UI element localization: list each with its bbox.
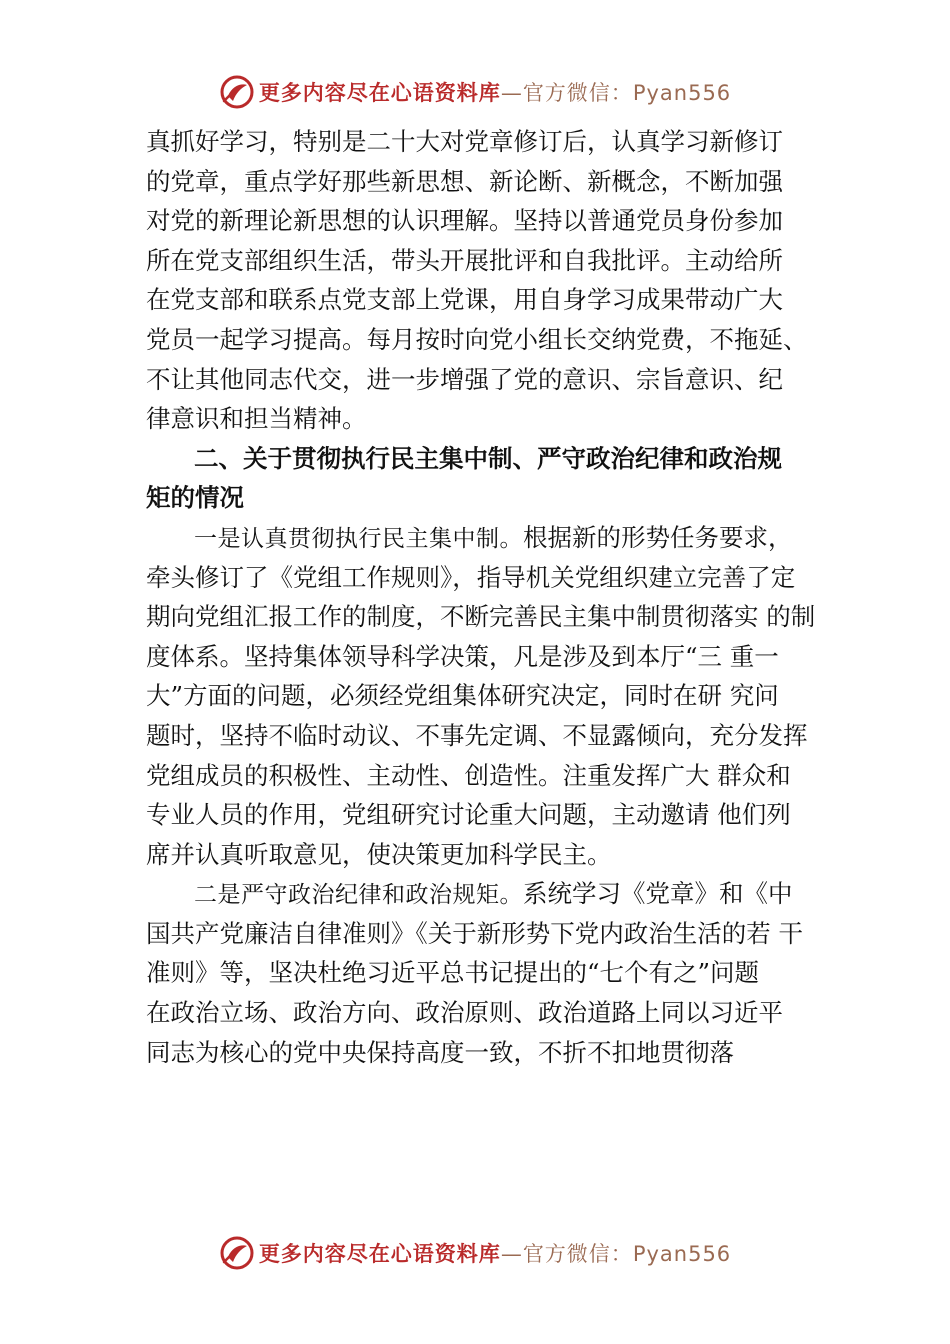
footer-watermark-banner xyxy=(0,1233,950,1273)
text-line: 对党的新理论新思想的认识理解。坚持以普通党员身份参加 xyxy=(146,206,783,236)
text-line: 度体系。坚持集体领导科学决策，凡是涉及到本厅“三 重一 xyxy=(146,641,779,671)
heading-line: 矩的情况 xyxy=(146,483,244,513)
text-line: 不让其他同志代交，进一步增强了党的意识、宗旨意识、纪 xyxy=(146,364,783,394)
banner-separator: — xyxy=(500,1242,523,1266)
text-line xyxy=(146,874,836,914)
banner-wechat-id: Pyan556 xyxy=(632,1242,732,1266)
text-line: 国共产党廉洁自律准则》《关于新形势下党内政治生活的若 干 xyxy=(146,918,804,948)
text-line: 真抓好学习，特别是二十大对党章修订后，认真学习新修订 xyxy=(146,127,783,156)
banner-text xyxy=(259,77,731,107)
text-line: 的党章，重点学好那些新思想、新论断、新概念，不断加强 xyxy=(146,166,783,196)
banner-text xyxy=(259,1238,731,1268)
banner-main-text: 更多内容尽在心语资料库 xyxy=(258,81,501,105)
banner-label: 官方微信： xyxy=(522,1242,633,1266)
header-watermark-banner xyxy=(0,72,950,112)
text-line: 律意识和担当精神。 xyxy=(146,404,367,434)
section-heading xyxy=(146,439,836,518)
logo-icon xyxy=(219,1235,255,1271)
text-line: 准则》等，坚决杜绝习近平总书记提出的“七个有之”问题 xyxy=(146,958,760,988)
paragraph-democratic-centralism xyxy=(146,518,836,874)
document-body xyxy=(146,122,836,1072)
paragraph-political-discipline xyxy=(146,874,836,1072)
text-line: 在政治立场、政治方向、政治原则、政治道路上同以习近平 xyxy=(146,998,783,1028)
text-line: 所在党支部组织生活，带头开展批评和自我批评。主动给所 xyxy=(146,245,783,275)
banner-wechat-id: Pyan556 xyxy=(632,81,732,105)
text-line: 党组成员的积极性、主动性、创造性。注重发挥广大 群众和 xyxy=(146,760,791,790)
text-line: 席并认真听取意见，使决策更加科学民主。 xyxy=(146,839,612,869)
banner-label: 官方微信： xyxy=(522,81,633,105)
text-line: 期向党组汇报工作的制度，不断完善民主集中制贯彻落实 的制 xyxy=(146,602,816,632)
text-line: 牵头修订了《党组工作规则》，指导机关党组织建立完善了定 xyxy=(146,562,796,592)
paragraph-1 xyxy=(146,122,836,439)
text-fragment: 根据新的形势任务要求， xyxy=(523,522,793,552)
text-line: 大”方面的问题，必须经党组集体研究决定，同时在研 究问 xyxy=(146,681,779,711)
banner-separator: — xyxy=(500,81,523,105)
heading-line: 二、关于贯彻执行民主集中制、严守政治纪律和政治规 xyxy=(194,443,782,473)
text-line: 在党支部和联系点党支部上党课，用自身学习成果带动广大 xyxy=(146,285,783,315)
banner-main-text: 更多内容尽在心语资料库 xyxy=(258,1242,501,1266)
lead-in-phrase: 一是认真贯彻执行民主集中制。 xyxy=(194,525,523,552)
text-fragment: 系统学习《党章》和《中 xyxy=(523,879,793,909)
text-line: 同志为核心的党中央保持高度一致，不折不扣地贯彻落 xyxy=(146,1037,734,1067)
text-line: 党员一起学习提高。每月按时向党小组长交纳党费，不拖延、 xyxy=(146,324,808,354)
text-line xyxy=(146,518,836,558)
text-line: 专业人员的作用，党组研究讨论重大问题，主动邀请 他们列 xyxy=(146,800,791,830)
logo-icon xyxy=(219,74,255,110)
lead-in-phrase: 二是严守政治纪律和政治规矩。 xyxy=(194,882,523,909)
text-line: 题时，坚持不临时动议、不事先定调、不显露倾向，充分发挥 xyxy=(146,720,808,750)
